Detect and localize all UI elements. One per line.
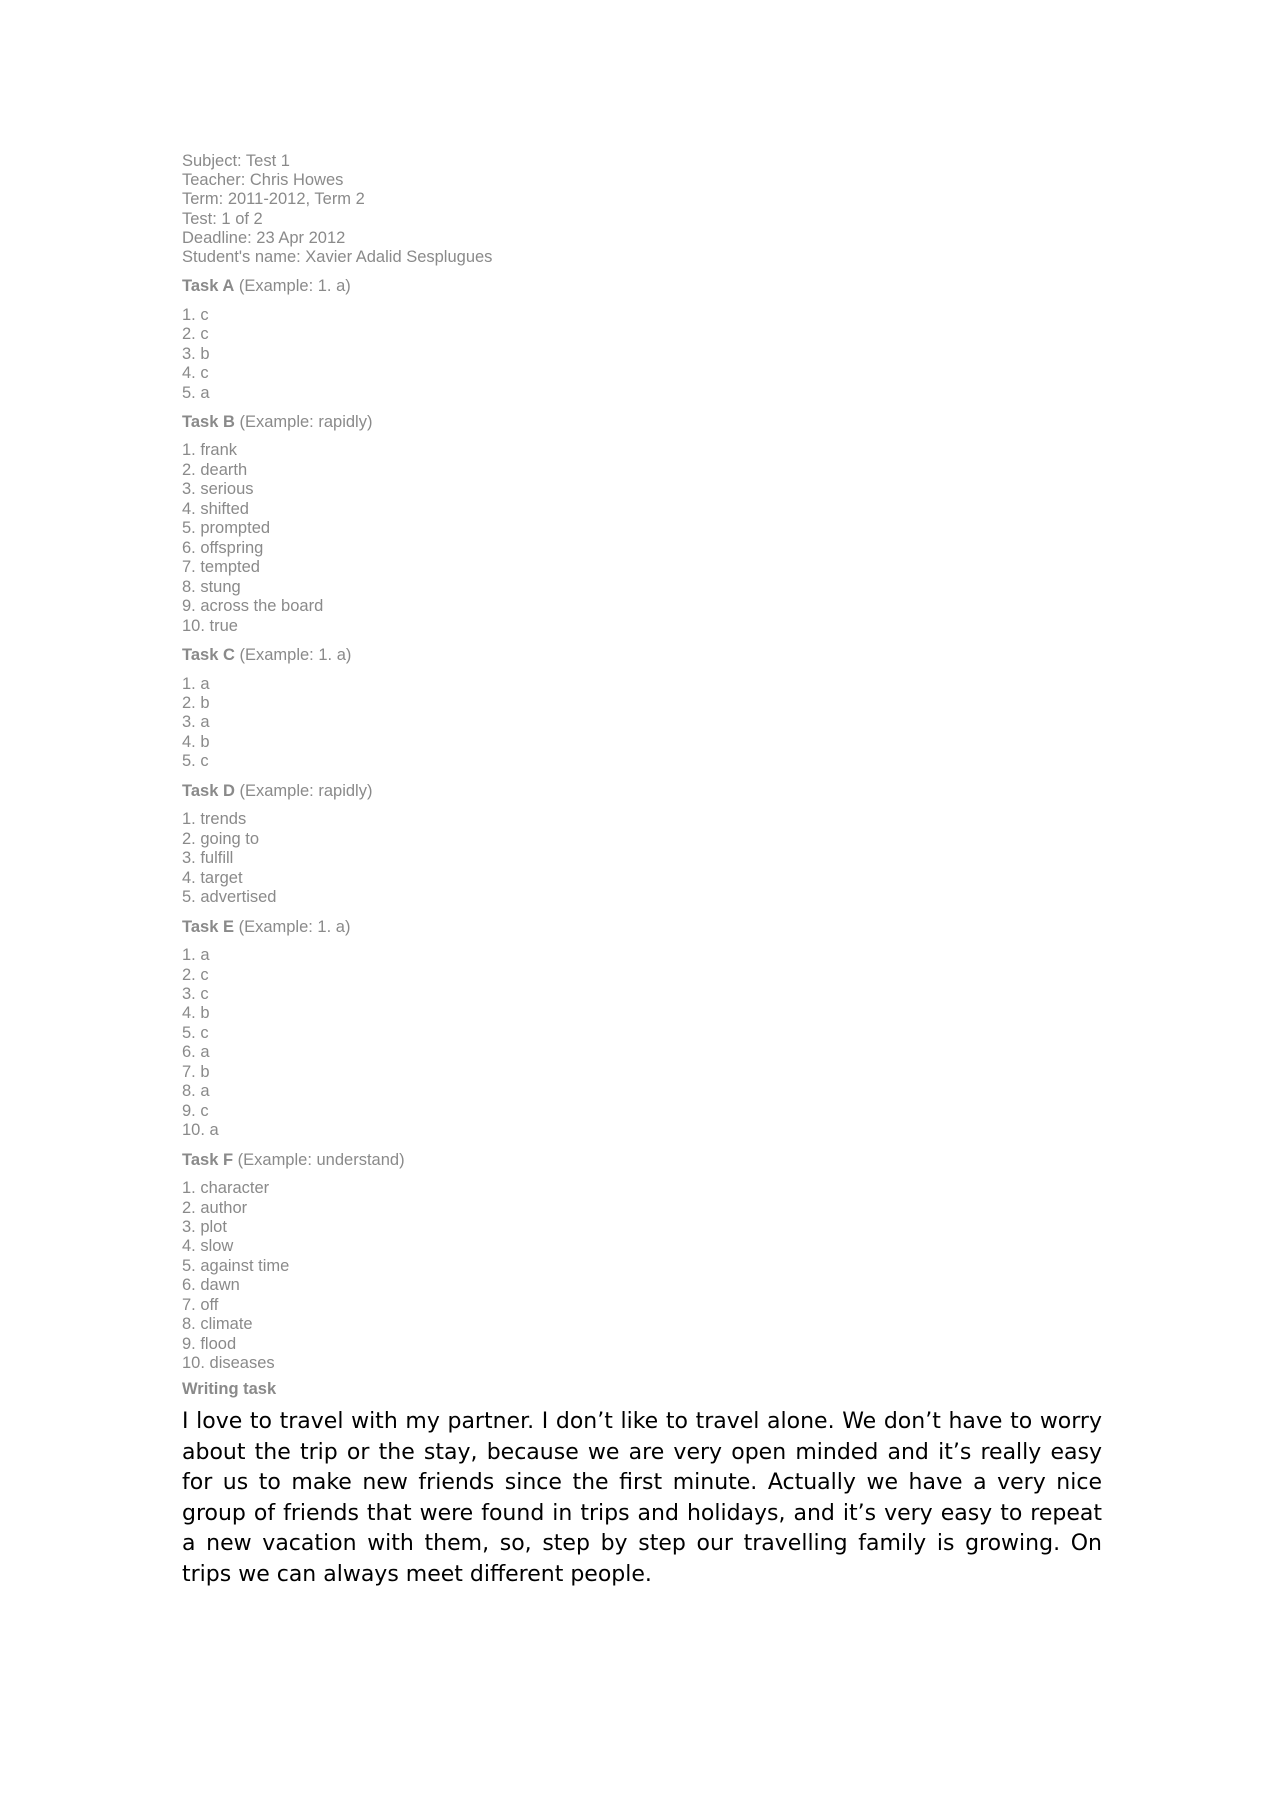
- answer-item: 5. c: [182, 752, 209, 771]
- answer-list: [182, 946, 1102, 1141]
- answer-item: 2. b: [182, 693, 210, 712]
- answer-item: 3. fulfill: [182, 849, 234, 868]
- answer-item: 4. slow: [182, 1237, 234, 1256]
- task-name: Task B: [182, 412, 235, 431]
- answer-item: 4. b: [182, 732, 210, 751]
- answer-item: 5. prompted: [182, 519, 271, 538]
- task-section: [182, 413, 1102, 636]
- teacher-line: Teacher: Chris Howes: [182, 171, 344, 190]
- answer-list: [182, 810, 1102, 907]
- task-example: (Example: rapidly): [239, 412, 373, 431]
- task-name: Task F: [182, 1150, 234, 1169]
- task-example: (Example: 1. a): [239, 646, 352, 665]
- answer-item: 1. c: [182, 305, 209, 324]
- task-name: Task A: [182, 277, 235, 296]
- answer-list: [182, 306, 1102, 403]
- task-example: (Example: rapidly): [239, 781, 373, 800]
- test-line: Test: 1 of 2: [182, 209, 263, 228]
- task-section: [182, 1151, 1102, 1374]
- answer-list: [182, 675, 1102, 772]
- task-heading: [182, 782, 1102, 802]
- answer-item: 1. frank: [182, 441, 238, 460]
- task-name: Task E: [182, 917, 234, 936]
- answer-item: 10. a: [182, 1121, 219, 1140]
- task-example: (Example: 1. a): [238, 277, 351, 296]
- task-name: Task C: [182, 646, 235, 665]
- task-section: [182, 277, 1102, 403]
- task-heading: [182, 646, 1102, 666]
- answer-item: 5. against time: [182, 1256, 290, 1275]
- subject-line: Subject: Test 1: [182, 152, 290, 170]
- term-line: Term: 2011-2012, Term 2: [182, 190, 365, 209]
- answer-item: 3. plot: [182, 1217, 227, 1236]
- writing-task-text: I love to travel with my partner. I don’t like to travel alone. We don’t have to worry about the trip or the stay, because we are very open minded and it’s really easy for us to make new friends since the first minute. Actually we have a very nice group of friends that were found in trips and holidays, and it’s very easy to repeat a new vacation with them, so, step by step our travelling family is growing. On trips we can always meet different people.: [182, 1409, 1102, 1588]
- deadline-line: Deadline: 23 Apr 2012: [182, 228, 346, 247]
- task-section: [182, 782, 1102, 908]
- answer-item: 2. dearth: [182, 460, 248, 479]
- answer-item: 2. c: [182, 965, 209, 984]
- task-section: [182, 646, 1102, 772]
- answer-item: 4. c: [182, 364, 209, 383]
- task-heading: [182, 413, 1102, 433]
- answer-item: 3. serious: [182, 480, 254, 499]
- answer-item: 1. trends: [182, 810, 247, 829]
- answer-item: 3. a: [182, 713, 210, 732]
- answer-item: 9. c: [182, 1101, 209, 1120]
- answer-item: 8. climate: [182, 1315, 253, 1334]
- answer-item: 4. b: [182, 1004, 210, 1023]
- answer-item: 7. b: [182, 1062, 210, 1081]
- answer-item: 10. diseases: [182, 1354, 275, 1373]
- task-heading: [182, 918, 1102, 938]
- answer-item: 5. c: [182, 1023, 209, 1042]
- answer-list: [182, 1179, 1102, 1374]
- answer-item: 4. target: [182, 868, 243, 887]
- student-name-line: Student's name: Xavier Adalid Sesplugues: [182, 248, 493, 267]
- task-heading: [182, 1151, 1102, 1171]
- answer-item: 2. c: [182, 325, 209, 344]
- answer-item: 8. a: [182, 1082, 210, 1101]
- document-header: [182, 152, 1102, 267]
- answer-item: 6. dawn: [182, 1276, 240, 1295]
- answer-item: 6. offspring: [182, 538, 264, 557]
- answer-item: 5. advertised: [182, 888, 277, 907]
- task-sections: [182, 277, 1102, 1373]
- task-example: (Example: 1. a): [238, 917, 351, 936]
- answer-item: 5. a: [182, 383, 210, 402]
- answer-item: 7. off: [182, 1295, 219, 1314]
- answer-item: 10. true: [182, 616, 238, 635]
- answer-item: 6. a: [182, 1043, 210, 1062]
- answer-item: 2. going to: [182, 829, 260, 848]
- task-example: (Example: understand): [237, 1150, 405, 1169]
- document-page: [182, 152, 1102, 1591]
- answer-list: [182, 441, 1102, 636]
- task-name: Task D: [182, 781, 235, 800]
- answer-item: 9. across the board: [182, 597, 324, 616]
- task-section: [182, 918, 1102, 1141]
- answer-item: 2. author: [182, 1198, 248, 1217]
- task-heading: [182, 277, 1102, 297]
- answer-item: 7. tempted: [182, 558, 260, 577]
- writing-task-heading: Writing task: [182, 1379, 277, 1398]
- answer-item: 3. c: [182, 984, 209, 1003]
- answer-item: 8. stung: [182, 577, 241, 596]
- answer-item: 1. a: [182, 946, 210, 965]
- answer-item: 1. a: [182, 674, 210, 693]
- answer-item: 4. shifted: [182, 499, 249, 518]
- answer-item: 1. character: [182, 1179, 270, 1198]
- answer-item: 3. b: [182, 344, 210, 363]
- answer-item: 9. flood: [182, 1334, 237, 1353]
